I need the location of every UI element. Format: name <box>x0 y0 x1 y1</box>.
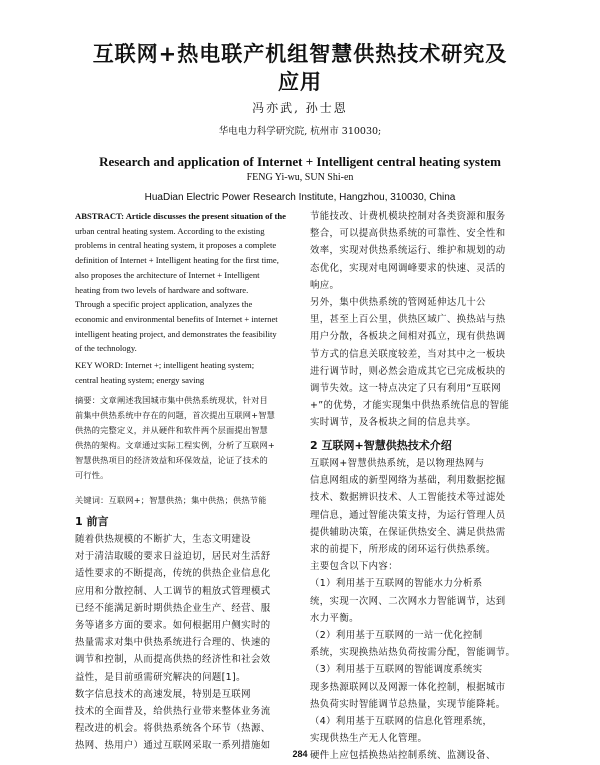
body-line: 务等诸多方面的要求。如何根据用户侧实时的 <box>75 620 271 632</box>
section-heading: 2 互联网+智慧供热技术介绍 <box>310 439 452 452</box>
body-line: 求的前提下，所形成的闭环运行供热系统。 <box>310 544 496 556</box>
abstract-en-line: economic and environmental benefits of Internet + internet <box>75 313 278 324</box>
abstract-en-line: intelligent heating project, and demonstrates the feasibility <box>75 328 277 339</box>
body-line: （1）利用基于互联网的智能水力分析系 <box>310 578 483 590</box>
abstract-cn-line: 摘要：文章阐述我国城市集中供热系统现状，针对目 <box>75 395 268 405</box>
right-column-body <box>310 208 535 432</box>
body-line: 节方式的信息关联度较差，当对其中之一板块 <box>310 348 506 360</box>
abstract-en-line: ABSTRACT: Article discusses the present situation of the <box>75 211 286 221</box>
page-number: 284 <box>292 749 308 759</box>
body-line: 进行调节时，则必然会造成其它已完成板块的 <box>310 365 506 377</box>
keywords-cn <box>75 493 300 508</box>
affiliation-en: HuaDian Electric Power Research Institute, Hangzhou, 310030, China <box>144 192 456 203</box>
body-line: 程改进的机会。将供热系统各个环节（热源、 <box>75 723 271 735</box>
body-line: 系统，实现换热站热负荷按需分配，智能调节。 <box>310 647 516 659</box>
affiliation-cn: 华电电力科学研究院, 杭州市 310030; <box>218 126 382 137</box>
abstract-en-line: also proposes the architecture of Internet + Intelligent <box>75 269 260 280</box>
body-line: +”的优势，才能实现集中供热系统信息的智能 <box>310 400 510 412</box>
abstract-en-line: heating from two levels of hardware and software. <box>75 284 249 295</box>
body-line: 理信息，通过智能决策支持，为运行管理人员 <box>310 509 506 521</box>
abstract-en <box>75 209 300 356</box>
keywords-en-line: KEY WORD: Internet +; intelligent heating system; <box>75 360 255 370</box>
body-line: 已经不能满足新时期供热企业生产、经营、服 <box>75 602 271 614</box>
body-line: 热负荷实时智能调节总热量，实现节能降耗。 <box>310 698 506 710</box>
body-line: 响应。 <box>310 279 340 291</box>
paper-title-cn-line2: 应用 <box>278 70 322 94</box>
body-line: 应用和分散控制、人工调节的粗放式管理模式 <box>75 585 271 597</box>
body-line: 对于清洁取暖的要求日益迫切，居民对生活舒 <box>75 551 271 563</box>
abstract-en-line: definition of Internet + Intelligent heating for the first time, <box>75 255 279 266</box>
body-line: 适性要求的不断提高，传统的供热企业信息化 <box>75 568 271 580</box>
body-line: 热网、热用户）通过互联网采取一系列措施如 <box>75 740 271 752</box>
body-line: 信息网组成的新型网络为基础，利用数据挖掘 <box>310 475 506 487</box>
body-line: 热量需求对集中供热系统进行合理的、快速的 <box>75 637 271 649</box>
body-line: 技术、数据辨识技术、人工智能技术等过滤处 <box>310 492 506 504</box>
abstract-cn-line: 智慧供热项目的经济效益和环保效益，论证了技术的 <box>75 455 268 465</box>
abstract-en-line: Through a specific project application, analyzes the <box>75 299 253 310</box>
authors-en: FENG Yi-wu, SUN Shi-en <box>246 172 354 183</box>
section-heading: 1 前言 <box>75 515 109 528</box>
body-line: 技术的全面普及，给供热行业带来整体业务流 <box>75 706 271 718</box>
body-line: 随着供热规模的不断扩大，生态文明建设 <box>75 534 251 545</box>
body-line: 现多热源联网以及网源一体化控制，根据城市 <box>310 681 506 693</box>
body-line: 调节失效。这一特点决定了只有利用“互联网 <box>310 383 501 395</box>
abstract-cn <box>75 393 300 483</box>
body-line: 实现供热生产无人化管理。 <box>310 733 428 745</box>
body-line: 提供辅助决策，在保证供热安全、满足供热需 <box>310 526 506 538</box>
body-line: 用户分散，各板块之间相对孤立，现有供热调 <box>310 331 506 343</box>
body-line: 数字信息技术的高速发展，特别是互联网 <box>75 688 251 700</box>
body-line: 调节和控制，从而提高供热的经济性和社会效 <box>75 654 271 666</box>
keywords-en-line: central heating system; energy saving <box>75 374 205 385</box>
keywords-en <box>75 358 300 387</box>
abstract-en-line: of the technology. <box>75 343 137 354</box>
body-line: （3）利用基于互联网的智能调度系统实 <box>310 664 483 676</box>
body-line: 益性，是目前亟需研究解决的问题[1]。 <box>75 671 246 683</box>
section1-body <box>75 531 300 755</box>
body-line: 实时调节，及各板块之间的信息共享。 <box>310 417 477 429</box>
abstract-cn-line: 供热的完整定义，并从硬件和软件两个层面提出智慧 <box>75 425 268 435</box>
section2-body <box>310 455 535 765</box>
abstract-cn-line: 供热的架构。文章通过实际工程实例，分析了互联网+ <box>75 440 275 450</box>
keywords-cn-line: 关键词：互联网+；智慧供热；集中供热；供热节能 <box>75 495 267 505</box>
body-line: 整合，可以提高供热系统的可靠性、安全性和 <box>310 228 506 240</box>
body-line: 里，甚至上百公里，供热区域广、换热站与热 <box>310 314 506 326</box>
abstract-en-line: problems in central heating system, it proposes a complete <box>75 240 277 251</box>
body-line: 硬件上应包括换热站控制系统、监测设备、 <box>310 750 496 762</box>
abstract-cn-line: 前集中供热系统中存在的问题，首次提出互联网+智慧 <box>75 410 275 420</box>
abstract-en-line: urban central heating system. According to the existing <box>75 225 265 236</box>
body-line: 态优化，实现对电网调峰要求的快速、灵活的 <box>310 262 506 274</box>
paper-title-cn-line1: 互联网+热电联产机组智慧供热技术研究及 <box>92 42 508 66</box>
body-line: 主要包含以下内容： <box>310 561 398 573</box>
body-line: 统，实现一次网、二次网水力智能调节，达到 <box>310 595 506 607</box>
paper-title-en: Research and application of Internet + Intelligent central heating system <box>99 154 501 169</box>
authors-cn: 冯亦武, 孙士恩 <box>252 101 348 115</box>
body-line: （2）利用基于互联网的一站一优化控制 <box>310 630 483 642</box>
body-line: 互联网+智慧供热系统，是以物理热网与 <box>310 458 485 469</box>
body-line: （4）利用基于互联网的信息化管理系统， <box>310 716 493 728</box>
body-line: 水力平衡。 <box>310 612 359 624</box>
body-line: 节能技改、计费机模块控制对各类资源和服务 <box>310 211 506 222</box>
body-line: 效率，实现对供热系统运行、维护和规划的动 <box>310 245 506 257</box>
body-line: 另外，集中供热系统的管网延伸达几十公 <box>310 297 486 309</box>
abstract-cn-line: 可行性。 <box>75 470 109 480</box>
